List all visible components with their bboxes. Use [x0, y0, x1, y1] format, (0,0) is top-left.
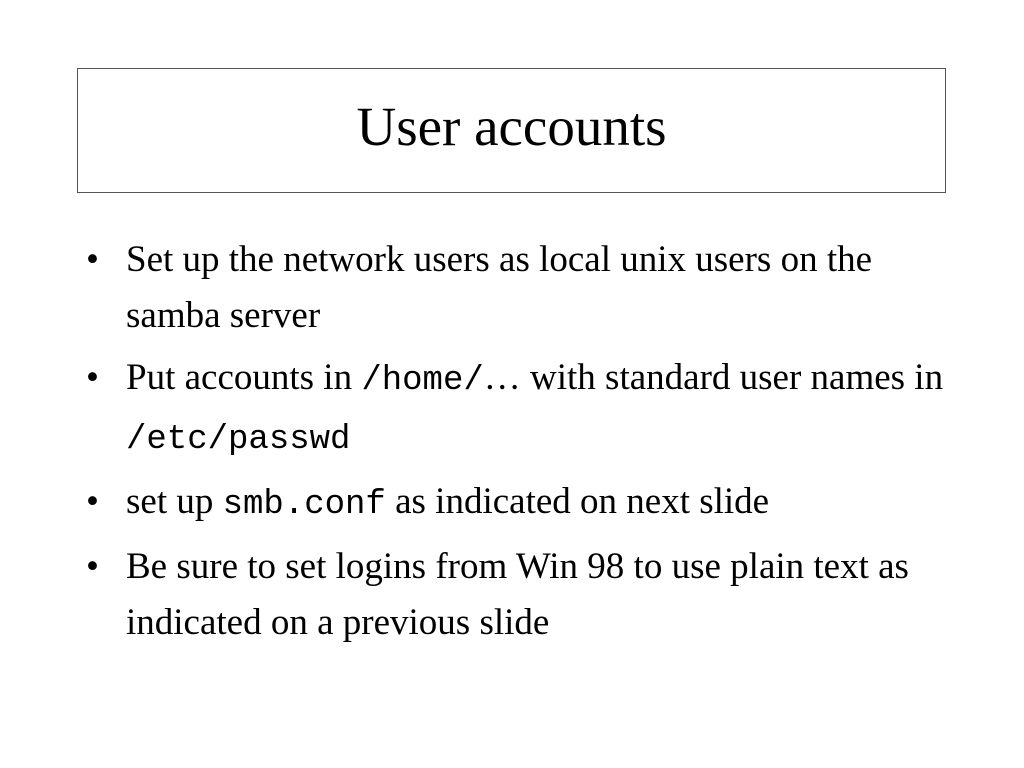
bullet-item-2: [84, 350, 964, 468]
bullet-list: [84, 232, 964, 657]
bullet-text: Put accounts in: [126, 357, 362, 398]
bullet-item-3: [84, 474, 964, 533]
bullet-dot-icon: •: [86, 239, 99, 280]
code-passwd-path: /etc/passwd: [126, 421, 351, 459]
code-home-path: /home/: [361, 362, 484, 400]
slide-title: User accounts: [356, 96, 667, 157]
bullet-dot-icon: •: [86, 481, 99, 522]
slide-title-box: [77, 68, 946, 193]
bullet-text: Be sure to set logins from Win 98 to use plain text as indicated on a previous slide: [126, 546, 909, 643]
bullet-item-4: [84, 539, 964, 651]
bullet-text: set up: [126, 481, 223, 522]
bullet-text: Set up the network users as local unix users on the samba server: [126, 239, 873, 336]
bullet-text: as indicated on next slide: [385, 481, 770, 522]
bullet-item-1: [84, 232, 964, 344]
code-smb-conf: smb.conf: [222, 486, 386, 524]
bullet-dot-icon: •: [86, 357, 99, 398]
bullet-dot-icon: •: [86, 546, 99, 587]
bullet-text: … with standard user names in: [483, 357, 944, 398]
